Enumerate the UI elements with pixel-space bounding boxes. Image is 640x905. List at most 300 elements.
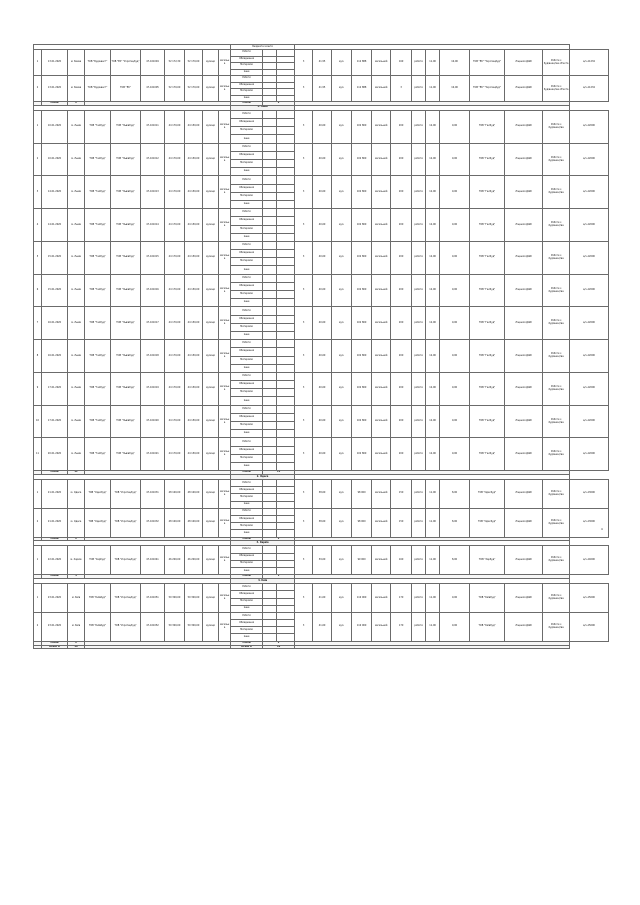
cell-c20: ТОВ "Галбуд" [470, 438, 505, 471]
cell-c17: роботи [412, 50, 426, 76]
cell-date: 17.01.2020 [42, 405, 68, 438]
cell-c22: Роботи з будівництва [543, 143, 570, 176]
cell-c16: 200 [391, 438, 412, 471]
cell-c23: в/ч А2000 [570, 241, 609, 274]
cell-c22: Роботи з будівництва [543, 584, 570, 613]
cell-c4: ТОВ "Львівбуд" [111, 372, 141, 405]
cell-c17: роботи [412, 340, 426, 373]
cost-line-b [277, 340, 295, 348]
total-count: 1 [68, 575, 85, 579]
cell-n: 2 [34, 612, 42, 641]
cell-c21: Ліцензія ДАБІ [505, 209, 543, 242]
cell-date: 10.01.2020 [42, 110, 68, 143]
cell-c21: Ліцензія ДАБІ [505, 372, 543, 405]
cell-c23: в/ч А2000 [570, 340, 609, 373]
cell-c2: м. Львів [68, 307, 85, 340]
cell-c11: 3 [295, 274, 313, 307]
cell-c6: 44 170,00 [165, 143, 185, 176]
cell-c8: вулиця [203, 143, 219, 176]
cost-line-a [263, 405, 277, 413]
cost-line-label: Обладнання [231, 151, 263, 159]
cost-line-label: Роботи [231, 274, 263, 282]
cost-line-label: Матеріали [231, 422, 263, 430]
cell-c2: м. Львів [68, 274, 85, 307]
cell-c8: вулиця [203, 372, 219, 405]
cell-c18: 12,00 [426, 209, 440, 242]
cell-c20: ТОВ "Галбуд" [470, 176, 505, 209]
cell-c14: 112 888 [352, 50, 372, 76]
cell-c16: 200 [391, 110, 412, 143]
table-row [34, 546, 609, 553]
cell-c15: загальний [372, 143, 391, 176]
cost-line-b [277, 584, 295, 591]
cost-line-a [263, 523, 277, 530]
cell-c8: вулиця [203, 405, 219, 438]
cell-c16: 170 [391, 612, 412, 641]
cost-line-label: Роботи [231, 50, 263, 57]
table-row [34, 340, 609, 348]
cell-c19: 9,00 [440, 405, 470, 438]
cell-c12: 40,00 [313, 372, 332, 405]
cell-c17: роботи [412, 372, 426, 405]
cost-line-a [263, 620, 277, 627]
cell-c23: в/ч А4000 [570, 546, 609, 575]
cost-line-b [277, 494, 295, 501]
cost-line-b [277, 110, 295, 118]
cell-c9: загальна [219, 340, 231, 373]
cell-c9: загальна [219, 176, 231, 209]
cost-line-label: Роботи [231, 546, 263, 553]
cost-line-b [277, 627, 295, 634]
cost-line-a [263, 462, 277, 470]
cell-c3: ТОВ "Галбуд" [85, 241, 111, 274]
cost-line-b [277, 209, 295, 217]
cell-c3: ТОВ "Галбуд" [85, 110, 111, 143]
cell-c12: 40,00 [313, 405, 332, 438]
cell-c14: 102 800 [352, 274, 372, 307]
cell-c2: м. Львів [68, 340, 85, 373]
cell-n: 2 [34, 76, 42, 102]
cell-c7: 44 150,00 [185, 176, 203, 209]
cost-line-a [263, 151, 277, 159]
cell-c20: ТОВ "Харбуд" [470, 546, 505, 575]
cost-line-b [277, 307, 295, 315]
cell-date: 13.01.2020 [42, 50, 68, 76]
cell-c3: ТОВ "Галбуд" [85, 274, 111, 307]
cost-line-a [263, 381, 277, 389]
cell-c15: загальний [372, 50, 391, 76]
cell-c21: Ліцензія ДАБІ [505, 612, 543, 641]
cost-line-b [277, 160, 295, 168]
cell-c11: 3 [295, 307, 313, 340]
cost-line-a [263, 605, 277, 612]
cell-c22: Роботи з будівництва об'єкта [543, 50, 570, 76]
cell-c6: 44 170,00 [165, 405, 185, 438]
cost-line-b [277, 389, 295, 397]
cost-line-b [277, 568, 295, 575]
cell-c5: 47-101020 [141, 405, 165, 438]
cell-c23: в/ч А2000 [570, 143, 609, 176]
cell-c18: 12,00 [426, 438, 440, 471]
cost-line-label: Матеріали [231, 454, 263, 462]
cost-line-label: Матеріали [231, 494, 263, 501]
cost-line-label: Роботи [231, 307, 263, 315]
cell-c5: 47-101012 [141, 143, 165, 176]
cell-c12: 40,00 [313, 110, 332, 143]
cell-c3: ТОВ "Будінвест" [85, 50, 111, 76]
cell-c17: роботи [412, 110, 426, 143]
cost-line-b [277, 501, 295, 508]
cost-line-label: Матеріали [231, 291, 263, 299]
cost-line-label: Обладнання [231, 413, 263, 421]
cell-c12: 38,00 [313, 508, 332, 537]
cell-c22: Роботи з будівництва [543, 508, 570, 537]
total-count-2: 11 [263, 471, 295, 475]
table-row [34, 50, 609, 57]
cell-c21: Ліцензія ДАБІ [505, 340, 543, 373]
grand-total-label: ВСЬОГО [42, 645, 68, 649]
table-row [34, 480, 609, 487]
cell-c18: 12,00 [426, 143, 440, 176]
cell-c4: ТОВ "Львівбуд" [111, 405, 141, 438]
cell-c21: Ліцензія ДАБІ [505, 176, 543, 209]
total-label: Разом [42, 102, 68, 106]
cell-c12: 40,00 [313, 143, 332, 176]
cost-line-label: Інше [231, 69, 263, 76]
cell-n: 5 [34, 241, 42, 274]
cell-c7: 52 170,00 [185, 50, 203, 76]
cost-line-label: Матеріали [231, 323, 263, 331]
cost-line-a [263, 331, 277, 339]
cell-c2: м. Києва [68, 50, 85, 76]
cell-c5: 47-101015 [141, 241, 165, 274]
cell-c22: Роботи з будівництва [543, 372, 570, 405]
cell-c7: 44 150,00 [185, 438, 203, 471]
cell-c15: загальний [372, 546, 391, 575]
cell-c11: 3 [295, 372, 313, 405]
cost-line-b [277, 184, 295, 192]
cell-c15: загальний [372, 110, 391, 143]
cost-line-a [263, 546, 277, 553]
cell-c18: 11,00 [426, 546, 440, 575]
cell-n: 7 [34, 307, 42, 340]
cost-line-label: Роботи [231, 405, 263, 413]
cell-date: 20.01.2020 [42, 438, 68, 471]
cell-c21: Ліцензія ДАБІ [505, 438, 543, 471]
cost-line-b [277, 381, 295, 389]
cell-c11: 3 [295, 612, 313, 641]
cell-c4: ТОВ "Укрспецбуд" [111, 546, 141, 575]
cell-c2: м. Львів [68, 110, 85, 143]
cell-date: 22.01.2020 [42, 546, 68, 575]
cell-c2: м. Львів [68, 372, 85, 405]
cell-c15: загальний [372, 612, 391, 641]
table-row [34, 274, 609, 282]
cost-line-label: Матеріали [231, 225, 263, 233]
cost-line-label: Обладнання [231, 348, 263, 356]
cell-c14: 98 000 [352, 508, 372, 537]
cell-c13: вул. [332, 584, 352, 613]
cell-c4: ТОВ "Укрспецбуд" [111, 508, 141, 537]
cell-c13: вул. [332, 480, 352, 509]
cost-line-b [277, 422, 295, 430]
cell-c14: 102 800 [352, 438, 372, 471]
cell-c6: 50 300,00 [165, 612, 185, 641]
cell-c14: 102 800 [352, 372, 372, 405]
total-label: Разом [42, 575, 68, 579]
cost-line-b [277, 348, 295, 356]
cell-c9: загальна [219, 546, 231, 575]
cost-line-a [263, 200, 277, 208]
total-count-2: 2 [263, 537, 295, 541]
cell-c19: 8,00 [440, 480, 470, 509]
cell-c23: в/ч А5000 [570, 612, 609, 641]
cell-c7: 44 150,00 [185, 143, 203, 176]
cell-c12: 40,00 [313, 241, 332, 274]
cost-line-b [277, 480, 295, 487]
cost-line-label: Матеріали [231, 160, 263, 168]
cost-line-a [263, 250, 277, 258]
cell-c9: загальна [219, 612, 231, 641]
cost-line-b [277, 331, 295, 339]
cell-c13: вул. [332, 209, 352, 242]
cost-line-label: Обладнання [231, 56, 263, 63]
cell-c8: вулиця [203, 241, 219, 274]
cell-c9: загальна [219, 307, 231, 340]
cell-c13: вул. [332, 612, 352, 641]
cell-c13: вул. [332, 405, 352, 438]
cost-line-b [277, 454, 295, 462]
cell-c18: 12,00 [426, 405, 440, 438]
cell-c16: 200 [391, 405, 412, 438]
cell-c3: ТОВ "Київбуд" [85, 584, 111, 613]
cell-c17: роботи [412, 307, 426, 340]
cell-c21: Ліцензія ДАБІ [505, 143, 543, 176]
cell-c20: ТОВ "Галбуд" [470, 143, 505, 176]
cell-c8: вулиця [203, 307, 219, 340]
cost-line-label: Інше [231, 501, 263, 508]
cell-c8: вулиця [203, 340, 219, 373]
cost-line-b [277, 143, 295, 151]
cost-line-label: Інше [231, 266, 263, 274]
cell-c12: 40,00 [313, 176, 332, 209]
cell-c5: 47-101018 [141, 340, 165, 373]
cell-c8: вулиця [203, 546, 219, 575]
cost-line-label: Інше [231, 135, 263, 143]
cost-line-b [277, 372, 295, 380]
cost-line-label: Роботи [231, 176, 263, 184]
table-row [34, 584, 609, 591]
cell-c11: 3 [295, 176, 313, 209]
cell-c23: в/ч А2000 [570, 438, 609, 471]
cell-n: 2 [34, 508, 42, 537]
cost-line-a [263, 143, 277, 151]
cost-line-a [263, 258, 277, 266]
cell-c11: 3 [295, 340, 313, 373]
cost-line-label: Роботи [231, 76, 263, 83]
cost-line-a [263, 266, 277, 274]
cost-line-b [277, 217, 295, 225]
cell-c12: 40,00 [313, 209, 332, 242]
cost-line-a [263, 454, 277, 462]
cell-c19: 9,00 [440, 110, 470, 143]
cell-c14: 110 000 [352, 584, 372, 613]
cost-line-b [277, 560, 295, 567]
cost-line-a [263, 389, 277, 397]
cost-line-label: Роботи [231, 209, 263, 217]
cell-c21: Ліцензія ДАБІ [505, 405, 543, 438]
cell-c22: Роботи з будівництва [543, 612, 570, 641]
cost-line-b [277, 546, 295, 553]
cost-line-a [263, 516, 277, 523]
cost-line-label: Матеріали [231, 127, 263, 135]
cell-c13: вул. [332, 176, 352, 209]
total-label-2: Разом [231, 537, 263, 541]
cell-c21: Ліцензія ДАБІ [505, 274, 543, 307]
cost-line-label: Роботи [231, 480, 263, 487]
grand-total-label-2: ВСЬОГО [231, 645, 263, 649]
cost-line-a [263, 438, 277, 446]
cell-c6: 44 170,00 [165, 274, 185, 307]
cell-c13: вул. [332, 143, 352, 176]
cost-line-a [263, 372, 277, 380]
cell-c20: ТОВ "Галбуд" [470, 405, 505, 438]
table-row [34, 241, 609, 249]
cell-n: 6 [34, 274, 42, 307]
cost-line-b [277, 315, 295, 323]
cell-c7: 44 150,00 [185, 340, 203, 373]
total-count: 2 [68, 641, 85, 645]
cost-line-label: Роботи [231, 340, 263, 348]
table-row [34, 76, 609, 83]
cell-c2: м. Києва [68, 76, 85, 102]
cell-c14: 102 800 [352, 307, 372, 340]
cost-line-b [277, 127, 295, 135]
table-row [34, 405, 609, 413]
cost-line-label: Інше [231, 364, 263, 372]
cell-c15: загальний [372, 176, 391, 209]
cost-line-b [277, 553, 295, 560]
cost-line-b [277, 598, 295, 605]
cell-c19: 9,00 [440, 209, 470, 242]
cell-c8: вулиця [203, 274, 219, 307]
cost-line-a [263, 356, 277, 364]
cost-line-a [263, 340, 277, 348]
cost-line-label: Інше [231, 200, 263, 208]
cell-date: 15.01.2020 [42, 241, 68, 274]
cell-c8: вулиця [203, 480, 219, 509]
cell-c16: 169 [391, 50, 412, 76]
cell-c23: в/ч А2000 [570, 307, 609, 340]
cell-c16: 3 [391, 76, 412, 102]
cell-c23: в/ч А2000 [570, 176, 609, 209]
cost-line-label: Роботи [231, 110, 263, 118]
cost-line-label: Інше [231, 568, 263, 575]
cell-c18: 12,00 [426, 307, 440, 340]
cell-c5: 47-101017 [141, 307, 165, 340]
cost-line-label: Інше [231, 430, 263, 438]
cell-c7: 44 150,00 [185, 241, 203, 274]
cell-c6: 48 100,00 [165, 508, 185, 537]
cell-c3: ТОВ "Галбуд" [85, 307, 111, 340]
section-title: 4. Київ [231, 579, 295, 584]
cell-c14: 102 800 [352, 340, 372, 373]
cell-c6: 44 170,00 [165, 241, 185, 274]
cost-line-a [263, 553, 277, 560]
cell-n: 1 [34, 480, 42, 509]
cell-c9: загальна [219, 405, 231, 438]
cell-c6: 44 170,00 [165, 176, 185, 209]
cell-c3: ТОВ "Галбуд" [85, 372, 111, 405]
cost-line-a [263, 627, 277, 634]
register-table [33, 44, 609, 649]
cell-date: 16.01.2020 [42, 307, 68, 340]
cost-line-a [263, 282, 277, 290]
cell-c7: 50 300,00 [185, 612, 203, 641]
cost-line-label: Матеріали [231, 258, 263, 266]
cost-line-b [277, 413, 295, 421]
cell-c14: 102 800 [352, 110, 372, 143]
cell-c17: роботи [412, 612, 426, 641]
cost-line-b [277, 119, 295, 127]
cell-c11: 3 [295, 480, 313, 509]
cost-line-label: Інше [231, 95, 263, 102]
cost-line-b [277, 250, 295, 258]
cell-c19: 8,00 [440, 508, 470, 537]
cell-c11: 3 [295, 209, 313, 242]
cell-c23: в/ч А2000 [570, 405, 609, 438]
cell-c23: в/ч А2000 [570, 110, 609, 143]
cell-c6: 52 172,30 [165, 50, 185, 76]
cell-date: 21.01.2020 [42, 508, 68, 537]
cell-c2: м. Львів [68, 143, 85, 176]
cell-c21: Ліцензія ДАБІ [505, 110, 543, 143]
cell-c18: 12,00 [426, 110, 440, 143]
cost-line-label: Обладнання [231, 487, 263, 494]
cell-c9: загальна [219, 480, 231, 509]
cost-line-label: Роботи [231, 241, 263, 249]
cell-c9: загальна [219, 143, 231, 176]
cost-line-a [263, 209, 277, 217]
cost-line-b [277, 299, 295, 307]
cell-c23: в/ч А1234 [570, 76, 609, 102]
total-label-2: Разом [231, 641, 263, 645]
cell-c8: вулиця [203, 50, 219, 76]
total-count-2: 1 [263, 575, 295, 579]
cost-line-label: Обладнання [231, 315, 263, 323]
cell-c5: 47-101011 [141, 110, 165, 143]
cell-c4: ТОВ "Львівбуд" [111, 209, 141, 242]
cell-c14: 102 800 [352, 241, 372, 274]
cell-c20: ТОВ "ЕК" "Укрспецбуд" [470, 76, 505, 102]
cell-n: 1 [34, 110, 42, 143]
cost-line-label: Інше [231, 634, 263, 641]
cell-c9: загальна [219, 209, 231, 242]
cost-line-b [277, 462, 295, 470]
cell-c5: 47-101014 [141, 209, 165, 242]
cell-c8: вулиця [203, 508, 219, 537]
cell-c2: м. Київ [68, 584, 85, 613]
cell-c22: Роботи з будівництва [543, 405, 570, 438]
cell-c15: загальний [372, 241, 391, 274]
cell-date: 23.01.2020 [42, 612, 68, 641]
cell-c6: 46 200,00 [165, 546, 185, 575]
cell-c17: роботи [412, 508, 426, 537]
cell-c8: вулиця [203, 584, 219, 613]
cell-c3: ТОВ "Галбуд" [85, 405, 111, 438]
cost-line-label: Інше [231, 299, 263, 307]
cell-c21: Ліцензія ДАБІ [505, 50, 543, 76]
